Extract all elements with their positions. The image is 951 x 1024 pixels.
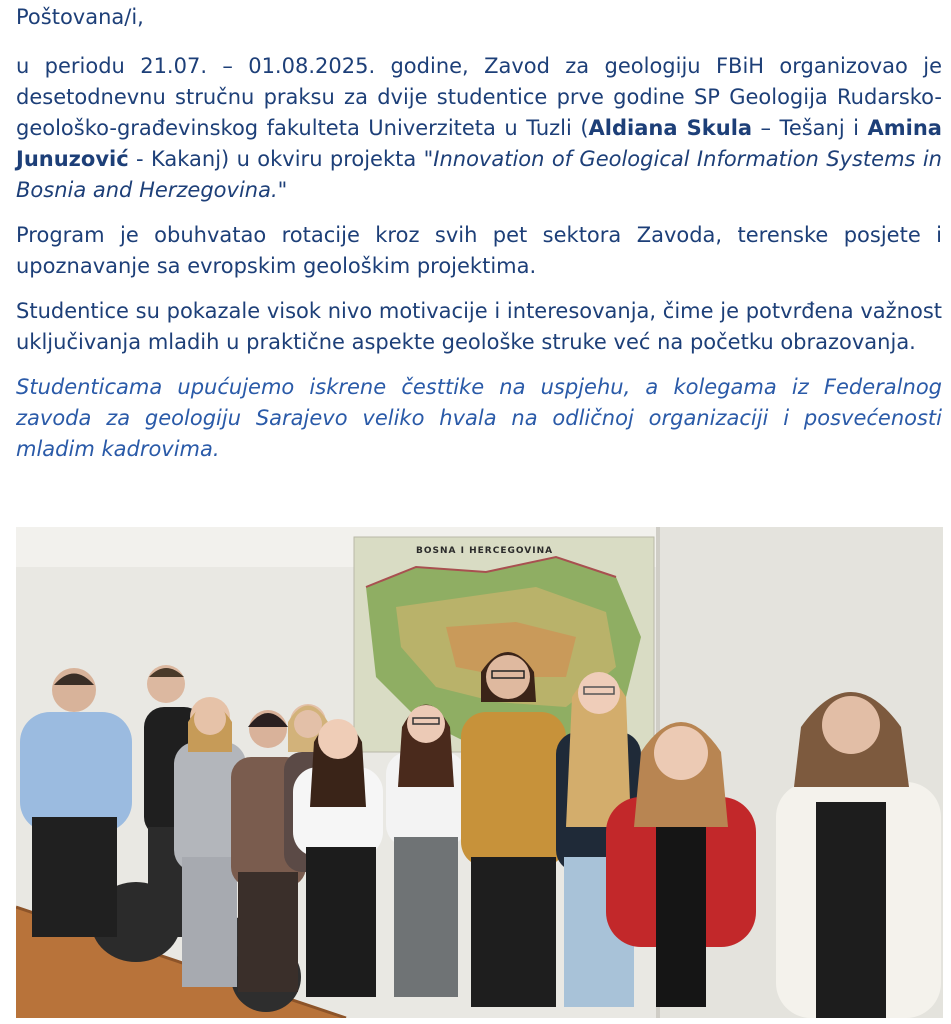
student-name-1: Aldiana Skula [588, 116, 753, 140]
letter-body [16, 2, 942, 465]
paragraph-program: Program je obuhvatao rotacije kroz svih pet sektora Zavoda, terenske posjete i upoznavanje sa evropskim geološkim projektima. [16, 223, 942, 278]
p1-text-3: - Kakanj) u okviru projekta [128, 147, 424, 171]
p1-text-1: u periodu 21.07. – 01.08.2025. godine, Zavod za geologiju FBiH organizovao je desetodnevnu stručnu praksu za dvije studentice prve godine SP Geologija Rudarsko-geološko-građevinskog fakulteta Univerziteta u Tuzli ( [16, 54, 942, 140]
paragraph-internship [16, 51, 942, 206]
p1-text-2: – Tešanj i [752, 116, 868, 140]
greeting: Poštovana/i, [16, 5, 144, 29]
closing-thanks: Studenticama upućujemo iskrene česttike na uspjehu, a kolegama iz Federalnog zavoda za geologiju Sarajevo veliko hvala na odličnoj organizaciji i posvećenosti mladim kadrovima. [16, 375, 942, 461]
map-title: BOSNA I HERCEGOVINA [416, 546, 554, 556]
paragraph-students: Studentice su pokazale visok nivo motivacije i interesovanja, čime je potvrđena važnost uključivanja mladih u praktične aspekte geološke struke već na početku obrazovanja. [16, 299, 942, 354]
project-title: "Innovation of Geological Information Systems in Bosnia and Herzegovina." [16, 147, 942, 202]
group-photo-illustration [16, 527, 943, 1018]
student-name-2: Amina Junuzović [16, 116, 942, 171]
group-photo [16, 527, 943, 1018]
